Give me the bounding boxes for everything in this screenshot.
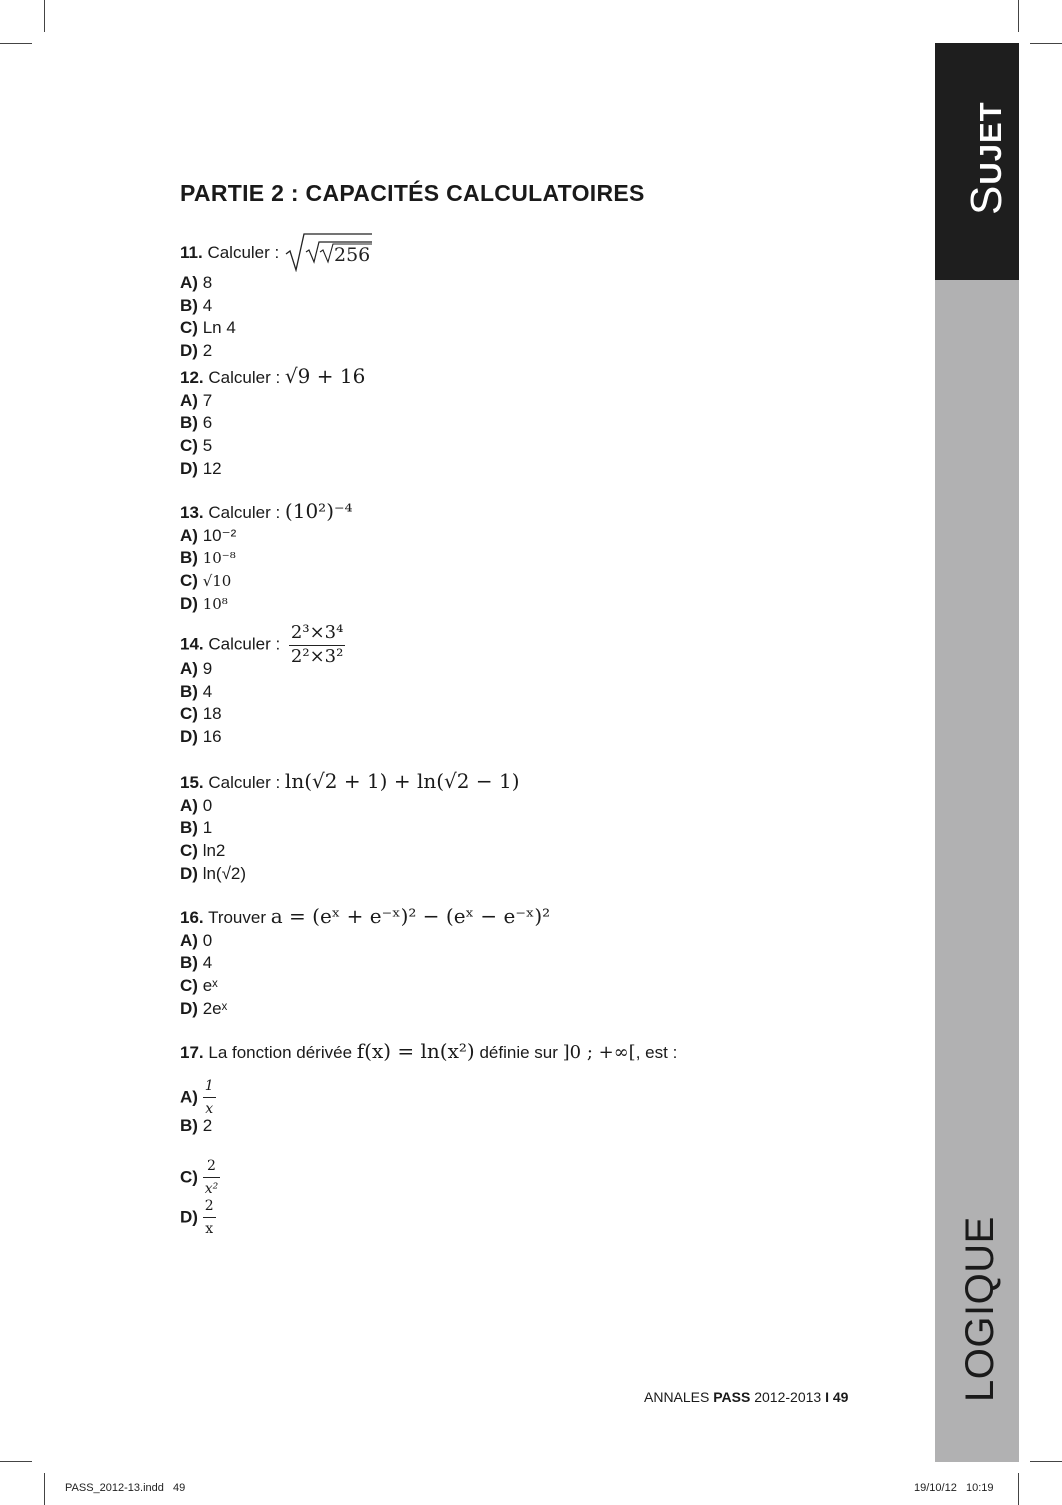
answer: D) 12 [180,458,222,478]
math-expression: a = (eˣ + e⁻ˣ)² − (eˣ − e⁻ˣ)² [270,904,551,928]
answer: A) 9 [180,659,213,678]
crop-mark [0,1461,32,1462]
answer: D) $\frac{2}{x}$ [180,1195,677,1235]
crop-mark [1018,1473,1019,1505]
answer: B) 4 [180,953,213,973]
answer: D) 2eˣ [180,998,228,1018]
crop-mark [1018,0,1019,32]
answer: B) 2 [180,1115,213,1135]
section-title: PARTIE 2 : CAPACITÉS CALCULATOIRES [180,180,645,206]
math-expression: (10²)⁻⁴ [284,499,353,523]
answer: A) 0 [180,795,213,815]
slug-file: PASS_2012-13.indd 49 [65,1482,186,1494]
answer: C) eˣ [180,976,218,996]
sidebar-label-logique: LOGIQUE [958,1216,1002,1402]
answer: A) 8 [180,273,213,292]
crop-mark [44,0,45,32]
answer: C) ln2 [180,841,226,861]
answer: D) 2 [180,341,213,361]
math-expression: ln(√2 + 1) + ln(√2 − 1) [284,769,520,793]
answer: A) 7 [180,390,213,410]
answer: A) 0 [180,930,213,950]
answer: C) 18 [180,704,222,724]
math-expression: √9 + 16 [284,364,366,388]
math-expression: f(x) = ln(x²) [356,1039,475,1063]
answer: C) 5 [180,436,213,456]
answer: B) 10⁻⁸ [180,548,236,568]
crop-mark [44,1473,45,1505]
crop-mark [0,43,32,44]
answer: D) 10⁸ [180,593,228,613]
answer: B) 4 [180,681,213,701]
crop-mark [1030,43,1062,44]
question-14: 14. Calculer : $\frac{\text{2³×3⁴}}{\text{2²×3²}}$ A) 9 B) 4 C) 18 D) 16 [180,622,345,749]
answer: B) 4 [180,295,213,315]
answer: C) $\frac{2}{\text{x²}}$ [180,1155,677,1195]
question-16: 16. Trouver a = (eˣ + e⁻ˣ)² − (eˣ − e⁻ˣ)² A) 0 B) 4 C) eˣ D) 2eˣ [180,905,550,1021]
question-17: 17. La fonction dérivée f(x) = ln(x²) définie sur ]0 ; +∞[, est : A) $\frac{1}{x}$ B) 2 C) $\frac{2}{\text{x²}}$ D) $\frac{2}{x}$ [180,1039,678,1238]
slug-date: 19/10/12 10:19 [914,1482,994,1494]
answer: C) Ln 4 [180,318,236,338]
fraction-expression: $\frac{\text{2³×3⁴}}{\text{2²×3²}}$ [290,622,344,667]
answer: B) 1 [180,818,213,838]
sidebar-label-sujet: SUJET [962,101,1011,215]
crop-mark [1030,1461,1062,1462]
answer: D) 16 [180,727,222,747]
interval-expression: ]0 ; +∞[ [562,1042,636,1063]
answer: A) $\frac{1}{x}$ [180,1075,677,1115]
question-15: 15. Calculer : ln(√2 + 1) + ln(√2 − 1) A) 0 B) 1 C) ln2 D) ln(√2) [180,770,520,886]
answer: C) √10 [180,571,232,591]
answer: B) 6 [180,413,213,433]
page-footer: ANNALES PASS 2012-2013 I 49 [644,1389,849,1405]
question-12: 12. Calculer : √9 + 16 A) 7 B) 6 C) 5 D) 12 [180,365,365,481]
answer: D) ln(√2) [180,863,247,883]
question-11: 11. Calculer : 256 A) 8 B) 4 C) Ln 4 D) 2 [180,232,374,363]
answer: A) 10⁻² [180,525,237,545]
svg-text:256: 256 [333,244,371,266]
question-13: 13. Calculer : (10²)⁻⁴ A) 10⁻² B) 10⁻⁸ C) √10 D) 10⁸ [180,500,353,616]
nested-root-expression [284,232,374,272]
